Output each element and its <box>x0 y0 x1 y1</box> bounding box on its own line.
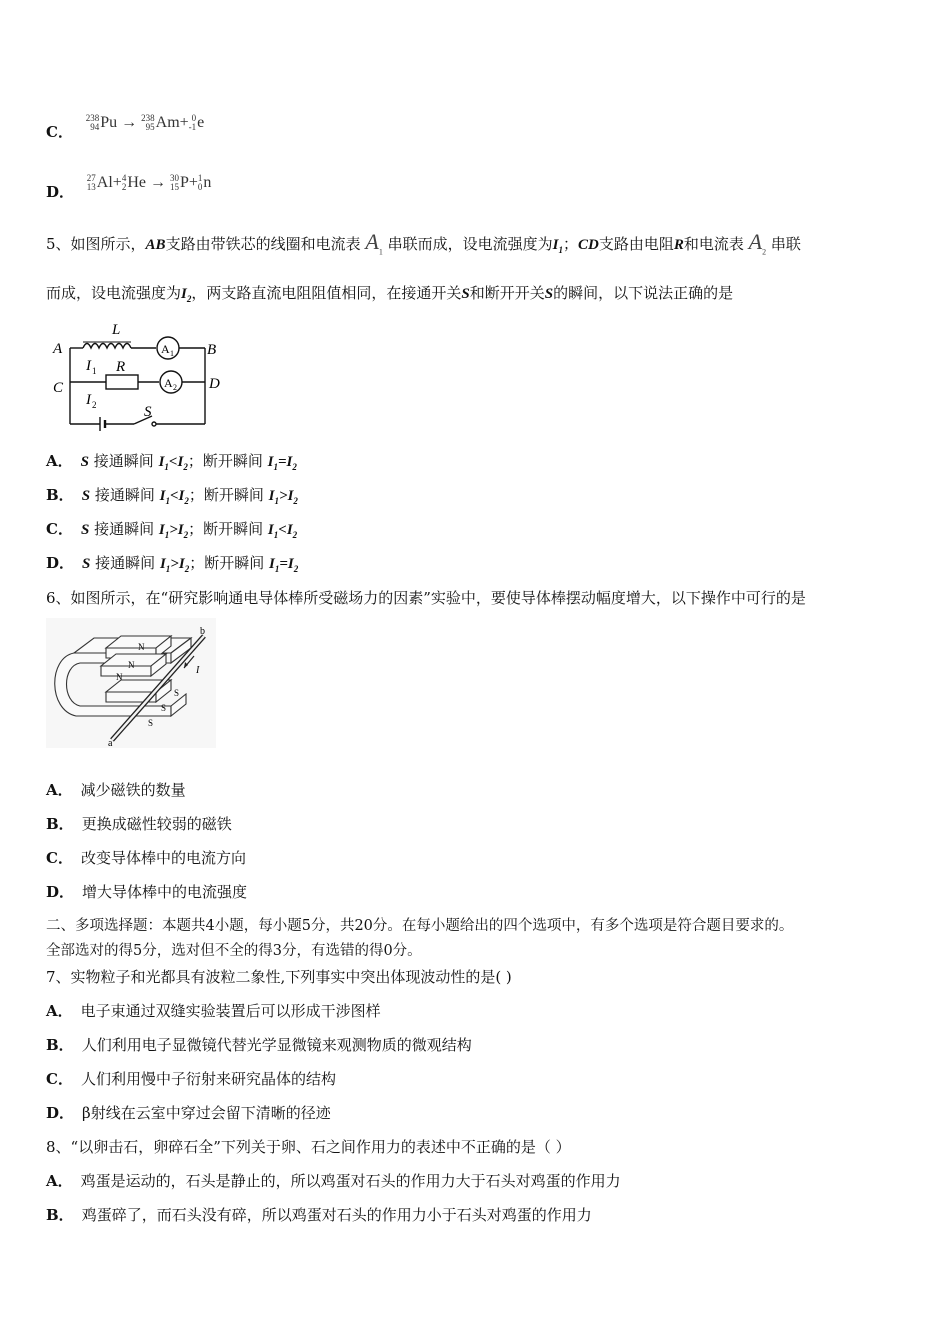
rod-end-b-label: b <box>200 626 205 637</box>
q5-circuit-diagram <box>48 318 228 442</box>
nuclear-equation: 27 13 Al+ 4 2 He → 30 15 P+ 1 0 n <box>86 173 212 193</box>
q5-option-d: D． S 接通瞬间 $I_1>I_2$；断开瞬间 $I_1=I_2$ <box>46 554 299 574</box>
q5-stem-line2: 而成，设电流强度为$I_2$，两支路直流电阻阻值相同，在接通开关S和断开开关S的瞬间，以下说法正确的是 <box>46 284 734 304</box>
option-label: D． <box>46 183 75 201</box>
node-c-label: C <box>53 380 64 396</box>
q8-stem: 8、“以卵击石，卵碎石全”下列关于卵、石之间作用力的表述中不正确的是（ ） <box>46 1138 571 1156</box>
resistor-label: R <box>116 359 126 375</box>
q4-option-c <box>46 112 204 142</box>
q4-option-d <box>46 172 211 202</box>
ammeter-a2-label: A <box>164 376 173 390</box>
current-i2-sub: 2 <box>92 400 97 410</box>
section2-heading-line2: 全部选对的得5分，选对但不全的得3分，有选错的得0分。 <box>46 943 422 959</box>
magnet-label-n1: N <box>138 642 145 652</box>
q7-option-b: B． 人们利用电子显微镜代替光学显微镜来观测物质的微观结构 <box>46 1036 472 1054</box>
q5-option-a: A． S 接通瞬间 $I_1<I_2$；断开瞬间 $I_1=I_2$ <box>46 452 297 472</box>
q6-stem: 6、如图所示，在“研究影响通电导体棒所受磁场力的因素”实验中，要使导体棒摆动幅度增大，以下操作中可行的是 <box>46 589 806 607</box>
q5-option-c: C． S 接通瞬间 $I_1>I_2$；断开瞬间 $I_1<I_2$ <box>46 520 298 540</box>
ammeter-a1-sub: 1 <box>170 349 174 358</box>
ammeter-2-symbol: $A_2$ <box>748 229 767 257</box>
q7-stem: 7、实物粒子和光都具有波粒二象性,下列事实中突出体现波动性的是( ) <box>46 968 512 986</box>
q8-option-b: B． 鸡蛋碎了，而石头没有碎，所以鸡蛋对石头的作用力小于石头对鸡蛋的作用力 <box>46 1206 592 1224</box>
q5-stem-line1: 5、如图所示，AB支路由带铁芯的线圈和电流表 $A_1$ 串联而成，设电流强度为$I_1$；CD支路由电阻R和电流表 $A_2$ 串联 <box>46 229 801 257</box>
q5-option-b: B． S 接通瞬间 $I_1<I_2$；断开瞬间 $I_1>I_2$ <box>46 486 298 506</box>
nuclear-equation: 238 94 Pu → 238 95 Am+ 0 -1 e <box>85 113 205 133</box>
node-b-label: B <box>207 342 217 358</box>
magnet-label-n2: N <box>128 660 135 670</box>
q6-magnet-figure <box>46 618 216 748</box>
switch-label: S <box>144 404 152 420</box>
current-i1-sub: 1 <box>92 366 97 376</box>
q7-option-a: A． 电子束通过双缝实验装置后可以形成干涉图样 <box>46 1002 381 1020</box>
q6-option-a: A． 减少磁铁的数量 <box>46 781 186 799</box>
current-direction-label: I <box>196 665 200 676</box>
ammeter-a2-sub: 2 <box>173 383 177 392</box>
q7-option-c: C． 人们利用慢中子衍射来研究晶体的结构 <box>46 1070 336 1088</box>
current-i1-label: I <box>86 358 91 374</box>
magnet-label-s2: S <box>161 703 167 713</box>
q6-option-d: D． 增大导体棒中的电流强度 <box>46 883 248 901</box>
q6-option-b: B． 更换成磁性较弱的磁铁 <box>46 815 232 833</box>
ammeter-a1-label: A <box>161 342 170 356</box>
ammeter-1-symbol: $A_1$ <box>365 229 383 257</box>
magnet-label-n3: N <box>116 672 123 682</box>
rod-end-a-label: a <box>108 738 113 748</box>
node-d-label: D <box>209 376 220 392</box>
q7-option-d: D． β射线在云室中穿过会留下清晰的径迹 <box>46 1104 331 1122</box>
inductor-label: L <box>112 322 121 338</box>
q6-option-c: C． 改变导体棒中的电流方向 <box>46 849 246 867</box>
section2-heading-line1: 二、多项选择题：本题共4小题，每小题5分，共20分。在每小题给出的四个选项中，有多个选项是符合题目要求的。 <box>46 918 794 934</box>
q8-option-a: A． 鸡蛋是运动的，石头是静止的，所以鸡蛋对石头的作用力大于石头对鸡蛋的作用力 <box>46 1172 621 1190</box>
magnet-label-s3: S <box>148 718 154 728</box>
node-a-label: A <box>53 341 63 357</box>
magnet-label-s1: S <box>174 688 180 698</box>
current-i2-label: I <box>86 392 91 408</box>
option-label: C． <box>46 123 73 141</box>
